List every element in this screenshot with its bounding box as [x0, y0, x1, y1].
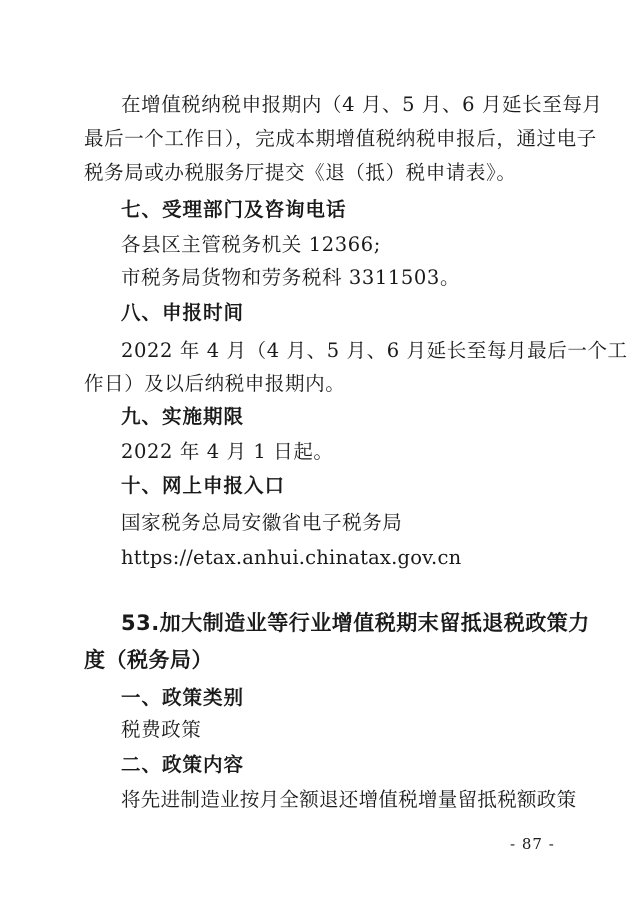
paragraph-line: 2022 年 4 月（4 月、5 月、6 月延长至每月最后一个工: [121, 339, 628, 362]
paragraph-line: 最后一个工作日），完成本期增值税纳税申报后，通过电子: [84, 127, 597, 150]
subsection-heading-2: 二、政策内容: [121, 753, 245, 776]
section-heading-10: 十、网上申报入口: [121, 474, 286, 497]
paragraph-line: 将先进制造业按月全额退还增值税增量留抵税额政策: [121, 788, 577, 811]
section-heading-9: 九、实施期限: [121, 405, 245, 428]
section-heading-8: 八、申报时间: [121, 301, 245, 324]
section-53-title: 53.加大制造业等行业增值税期末留抵退税政策力: [121, 611, 590, 635]
paragraph-line: 税务局或办税服务厅提交《退（抵）税申请表》。: [84, 161, 517, 184]
subsection-heading-1: 一、政策类别: [121, 686, 245, 709]
section-53-title: 度（税务局）: [84, 648, 213, 672]
portal-url: https://etax.anhui.chinatax.gov.cn: [121, 546, 462, 569]
paragraph-line: 作日）及以后纳税申报期内。: [84, 372, 346, 395]
paragraph-line: 2022 年 4 月 1 日起。: [121, 440, 334, 463]
portal-name: 国家税务总局安徽省电子税务局: [121, 511, 403, 534]
contact-line: 市税务局货物和劳务税科 3311503。: [121, 266, 461, 289]
contact-line: 各县区主管税务机关 12366;: [121, 233, 381, 256]
page-number: - 87 -: [510, 835, 555, 853]
paragraph-line: 在增值税纳税申报期内（4 月、5 月、6 月延长至每月: [121, 93, 603, 116]
paragraph-line: 税费政策: [121, 718, 202, 741]
section-heading-7: 七、受理部门及咨询电话: [121, 198, 347, 221]
